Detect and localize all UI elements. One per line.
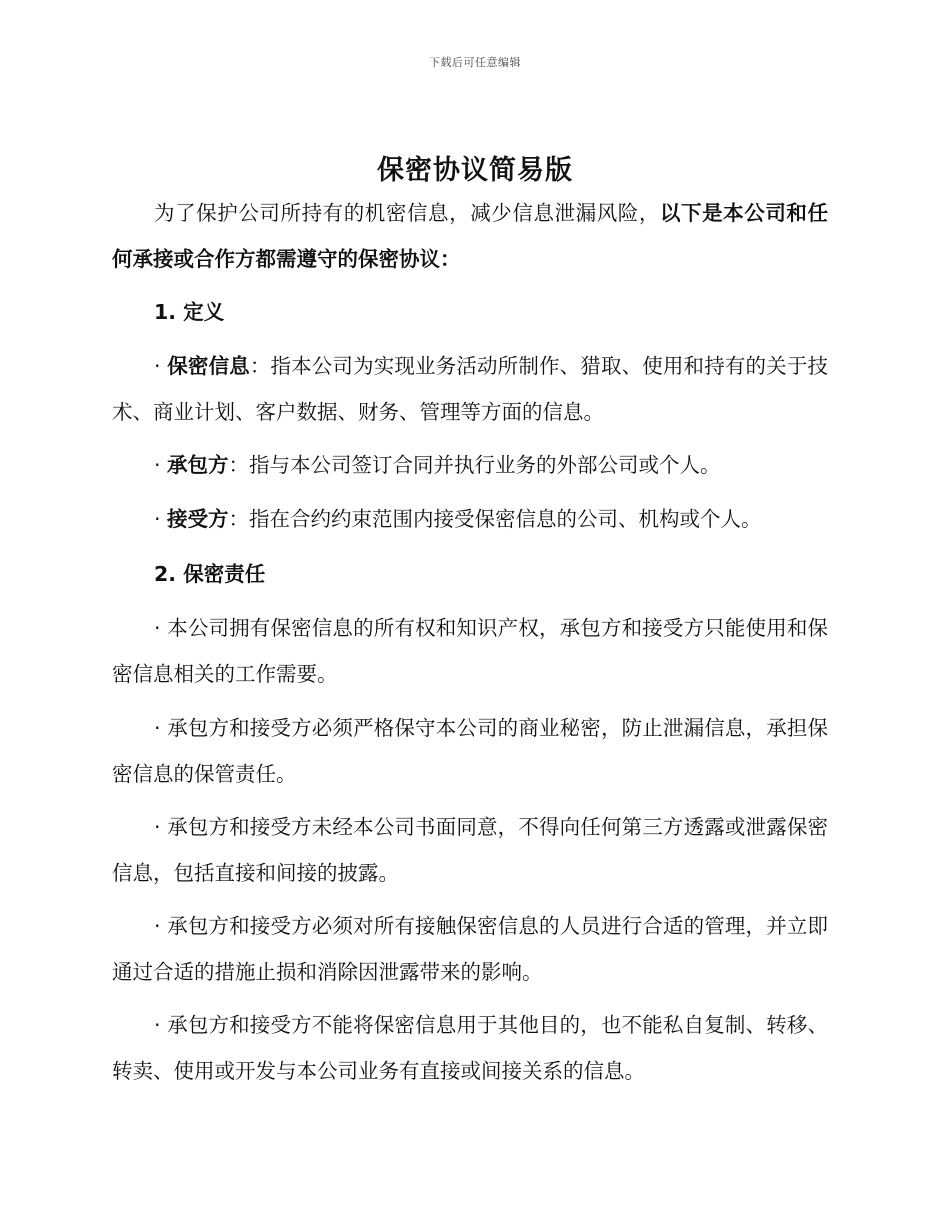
definition-text: ：指本公司为实现业务活动所制作、猎取、使用和持有的关于技术、商业计划、客户数据、财务、管理等方面的信息。 <box>112 354 828 424</box>
definition-term: 接受方 <box>167 507 229 531</box>
definition-item <box>112 442 828 488</box>
definition-item <box>112 343 828 435</box>
bullet: · <box>154 453 168 477</box>
section-1-heading: 1. 定义 <box>154 300 225 324</box>
intro-paragraph <box>112 190 828 282</box>
definition-text: ：指与本公司签订合同并执行业务的外部公司或个人。 <box>228 453 721 477</box>
definition-text: ：指在合约约束范围内接受保密信息的公司、机构或个人。 <box>228 507 762 531</box>
bullet: · <box>154 507 168 531</box>
responsibility-item: · 承包方和接受方不能将保密信息用于其他目的，也不能私自复制、转移、转卖、使用或开发与本公司业务有直接或间接关系的信息。 <box>112 1013 828 1083</box>
definition-item <box>112 496 828 542</box>
responsibility-item: · 承包方和接受方必须对所有接触保密信息的人员进行合适的管理，并立即通过合适的措施止损和消除因泄露带来的影响。 <box>112 914 828 984</box>
definition-term: 保密信息 <box>167 354 250 378</box>
bullet: · <box>154 354 168 378</box>
header-note: 下载后可任意编辑 <box>429 56 521 69</box>
responsibility-item: · 本公司拥有保密信息的所有权和知识产权，承包方和接受方只能使用和保密信息相关的工作需要。 <box>112 616 828 686</box>
responsibility-item: · 承包方和接受方必须严格保守本公司的商业秘密，防止泄漏信息，承担保密信息的保管责任。 <box>112 716 828 786</box>
intro-bold-text: 以下是本公司和任何承接或合作方都需遵守的保密协议： <box>112 201 829 271</box>
intro-text: 为了保护公司所持有的机密信息，减少信息泄漏风险， <box>154 201 660 225</box>
definition-term: 承包方 <box>167 453 229 477</box>
section-2-heading: 2. 保密责任 <box>154 562 266 586</box>
document-title: 保密协议简易版 <box>377 155 573 186</box>
responsibility-item: · 承包方和接受方未经本公司书面同意，不得向任何第三方透露或泄露保密信息，包括直接和间接的披露。 <box>112 815 828 885</box>
